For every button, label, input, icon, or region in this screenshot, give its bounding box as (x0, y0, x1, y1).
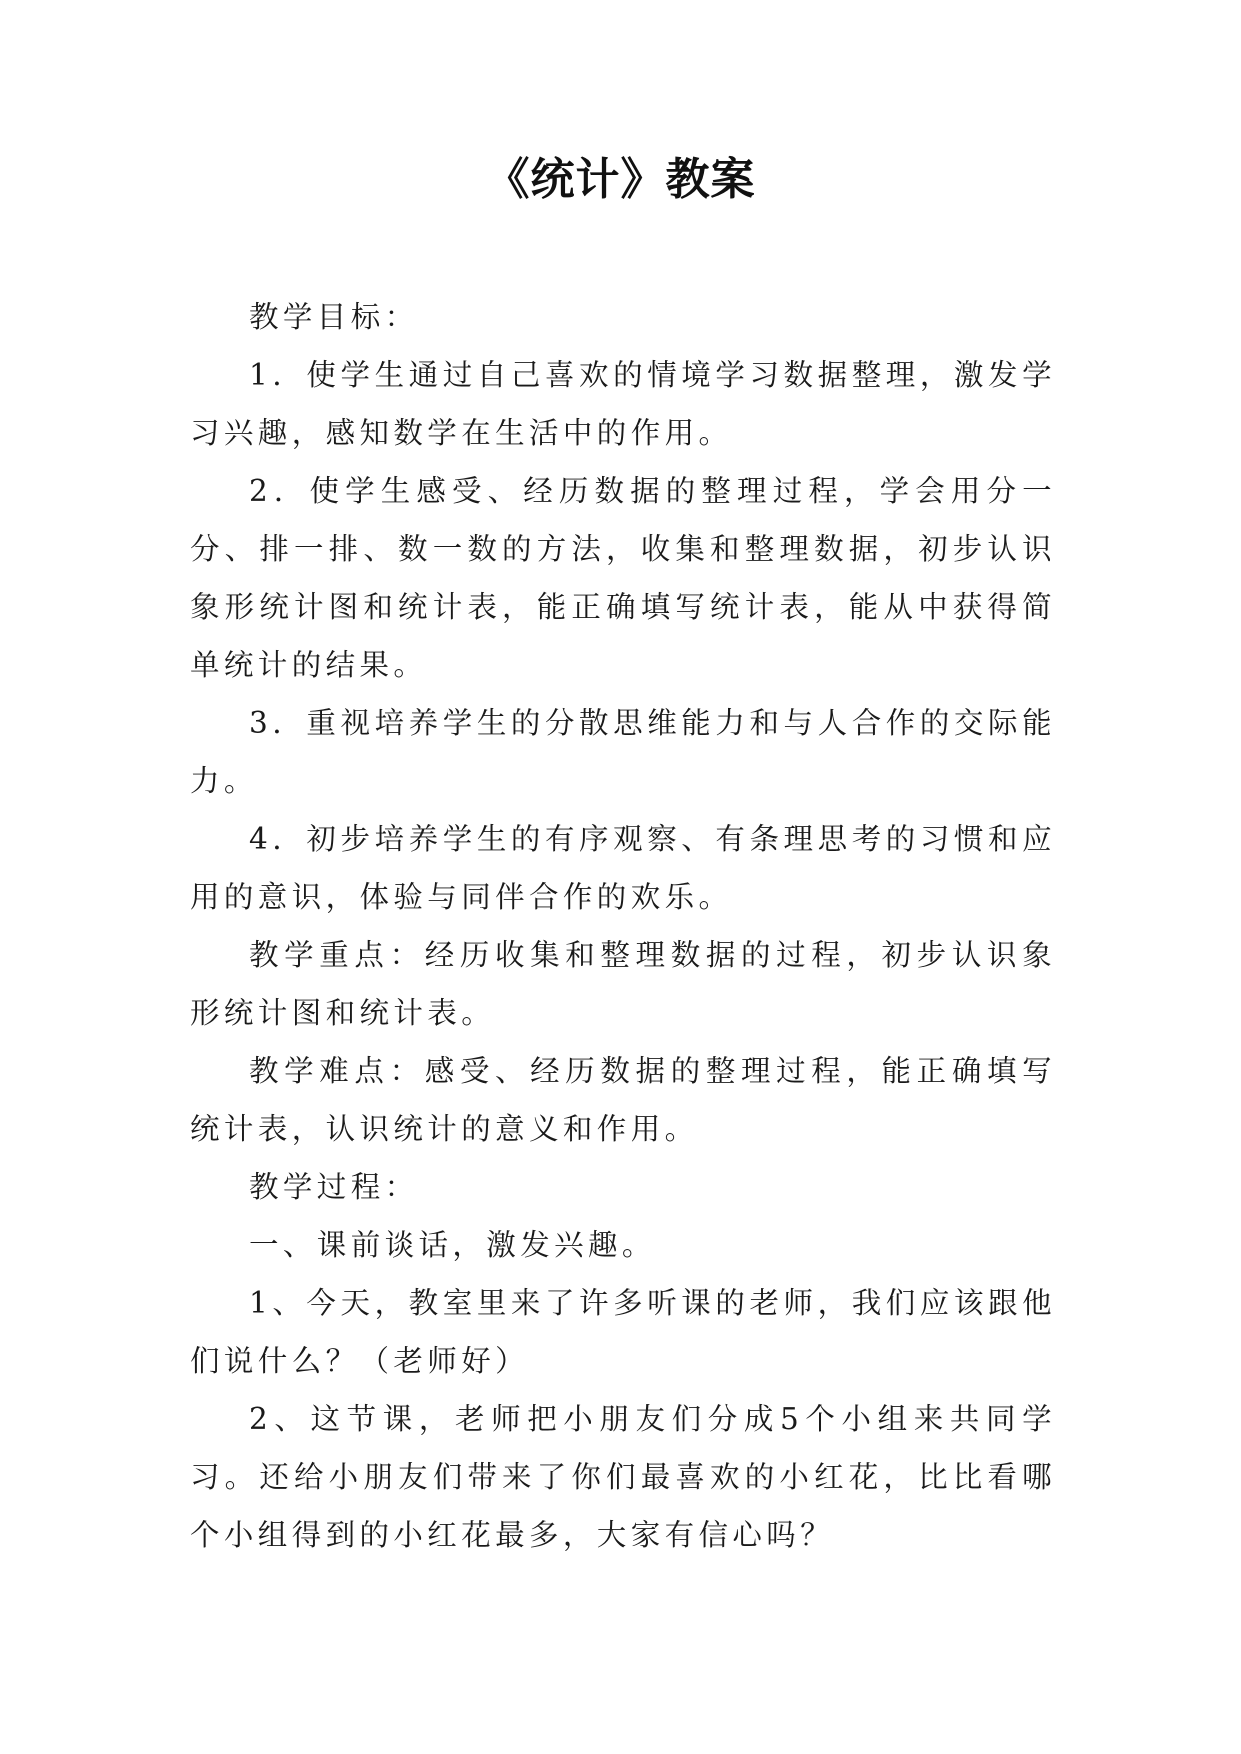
document-body (190, 288, 1056, 1564)
objective-item-2: 2．使学生感受、经历数据的整理过程，学会用分一分、排一排、数一数的方法，收集和整理数据，初步认识象形统计图和统计表，能正确填写统计表，能从中获得简单统计的结果。 (190, 474, 1056, 682)
objective-item-1: 1．使学生通过自己喜欢的情境学习数据整理，激发学习兴趣，感知数学在生活中的作用。 (190, 358, 1056, 450)
objective-item-3: 3．重视培养学生的分散思维能力和与人合作的交际能力。 (190, 706, 1056, 798)
process-step-1-item-1: 1、今天，教室里来了许多听课的老师，我们应该跟他们说什么？（老师好） (190, 1286, 1056, 1378)
process-step-1-heading: 一、课前谈话，激发兴趣。 (249, 1228, 656, 1262)
teaching-difficulty: 教学难点：感受、经历数据的整理过程，能正确填写统计表，认识统计的意义和作用。 (190, 1054, 1056, 1146)
teaching-key-point: 教学重点：经历收集和整理数据的过程，初步认识象形统计图和统计表。 (190, 938, 1056, 1030)
process-step-1-item-2: 2、这节课，老师把小朋友们分成5个小组来共同学习。还给小朋友们带来了你们最喜欢的小红花，比比看哪个小组得到的小红花最多，大家有信心吗？ (190, 1402, 1056, 1552)
objective-item-4: 4．初步培养学生的有序观察、有条理思考的习惯和应用的意识，体验与同伴合作的欢乐。 (190, 822, 1056, 914)
document-title: 《统计》教案 (485, 154, 756, 205)
section-heading-process: 教学过程： (249, 1170, 419, 1204)
section-heading-objectives: 教学目标： (249, 300, 419, 334)
